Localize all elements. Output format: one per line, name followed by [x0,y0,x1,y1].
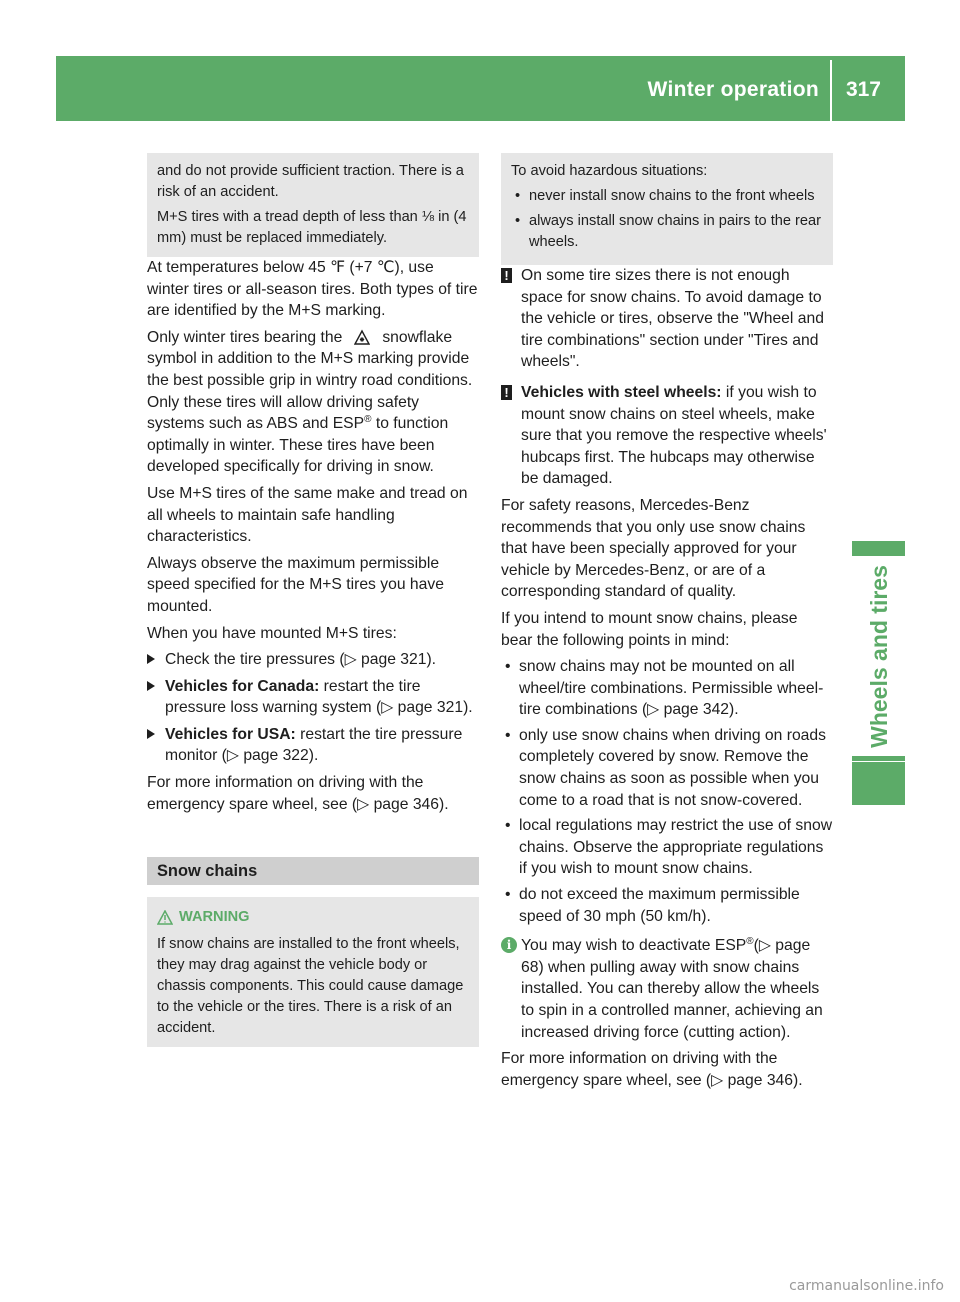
notice-item: ! On some tire sizes there is not enough space for snow chains. To avoid damage to the vehicle or tires, observe the "Wheel and tire combinations" section under "Tires and wheels". [501,265,833,373]
snowflake-mountain-icon [354,329,370,345]
box-intro: To avoid hazardous situations: [511,163,708,179]
section-heading: Snow chains [147,857,479,885]
side-tab-lower [852,762,905,805]
step-item: Check the tire pressures (▷ page 321). [147,649,479,671]
paragraph: At temperatures below 45 ℉ (+7 ℃), use winter tires or all-season tires. Both types of tire are identified by the M+S marking. [147,259,478,320]
step-item: Vehicles for USA: restart the tire pressure monitor (▷ page 322). [147,724,479,767]
list-item: • always install snow chains in pairs to the rear wheels. [515,213,822,250]
box-line: M+S tires with a tread depth of less than ⅛ in (4 mm) must be replaced immediately. [157,209,467,246]
side-tab-label: Wheels and tires [845,556,913,756]
info-item: i You may wish to deactivate ESP®(▷ page 68) when pulling away with snow chains installed. You can thereby allow the wheels to spin in a controlled manner, achieving an increased driving force (cutting action). [501,935,833,1043]
bullet: • [515,213,521,229]
watermark: carmanualsonline.info [789,1278,944,1294]
step-item: Vehicles for Canada: restart the tire pressure loss warning system (▷ page 321). [147,676,479,719]
paragraph: If you intend to mount snow chains, please bear the following points in mind: [501,609,798,649]
chapter-title: Winter operation [647,78,819,101]
bullet: • [505,886,511,904]
warning-box [147,897,479,1047]
paragraph: For more information on driving with the emergency spare wheel, see (▷ page 346). [147,774,449,813]
bullet: • [505,817,511,835]
bullet: • [505,658,511,676]
warning-text: If snow chains are installed to the front wheels, they may drag against the vehicle body or chassis components. This could cause damage to the vehicle or the tires. There is a risk of an accident. [157,936,464,1037]
warning-continuation-box [147,153,479,257]
arrow-right-icon [147,729,155,739]
bullet: • [515,188,521,204]
arrow-right-icon [147,654,155,664]
list-item: • snow chains may not be mounted on all wheel/tire combinations. Permissible wheel-tire combinations (▷ page 342). [505,658,824,719]
list-item: • do not exceed the maximum permissible speed of 30 mph (50 km/h). [505,886,800,925]
hazard-box [501,153,833,265]
paragraph: For safety reasons, Mercedes-Benz recommends that you only use snow chains that have been specially approved for your vehicle by Mercedes-Benz, or are of a corresponding standard of quality. [501,496,806,601]
list-item: • local regulations may restrict the use of snow chains. Observe the appropriate regulations if you wish to mount snow chains. [505,817,833,878]
header-bar [56,56,905,121]
warning-triangle-icon [157,910,173,925]
paragraph-snowflake: Only winter tires bearing the snowflake symbol in addition to the M+S marking provide the best possible grip in wintry road conditions. Only these tires will allow driving safety systems such as ABS and ESP® to function optimally in winter. These tires have been developed specifically for driving in snow. [147,328,473,476]
exclamation-icon: ! [501,385,512,400]
exclamation-icon: ! [501,268,512,283]
header-divider [830,60,832,121]
page-number: 317 [845,78,881,101]
info-icon: i [501,937,517,953]
left-column [147,153,479,1047]
box-line: and do not provide sufficient traction. There is a risk of an accident. [157,163,464,200]
arrow-right-icon [147,681,155,691]
paragraph: Always observe the maximum permissible speed specified for the M+S tires you have mounted. [147,554,444,615]
paragraph: Use M+S tires of the same make and tread on all wheels to maintain safe handling characteristics. [147,484,468,546]
list-item: • only use snow chains when driving on roads completely covered by snow. Remove the snow chains as soon as possible when you come to a road that is not snow-covered. [505,726,826,809]
list-item: • never install snow chains to the front wheels [511,186,823,207]
notice-item: ! Vehicles with steel wheels: if you wish to mount snow chains on steel wheels, make sure that you remove the respective wheels' hubcaps first. The hubcaps may otherwise be damaged. [501,382,833,490]
paragraph: When you have mounted M+S tires: [147,624,397,642]
paragraph: For more information on driving with the emergency spare wheel, see (▷ page 346). [501,1050,803,1089]
warning-header: WARNING [157,907,469,928]
bullet: • [505,726,511,744]
right-column [501,153,833,1096]
